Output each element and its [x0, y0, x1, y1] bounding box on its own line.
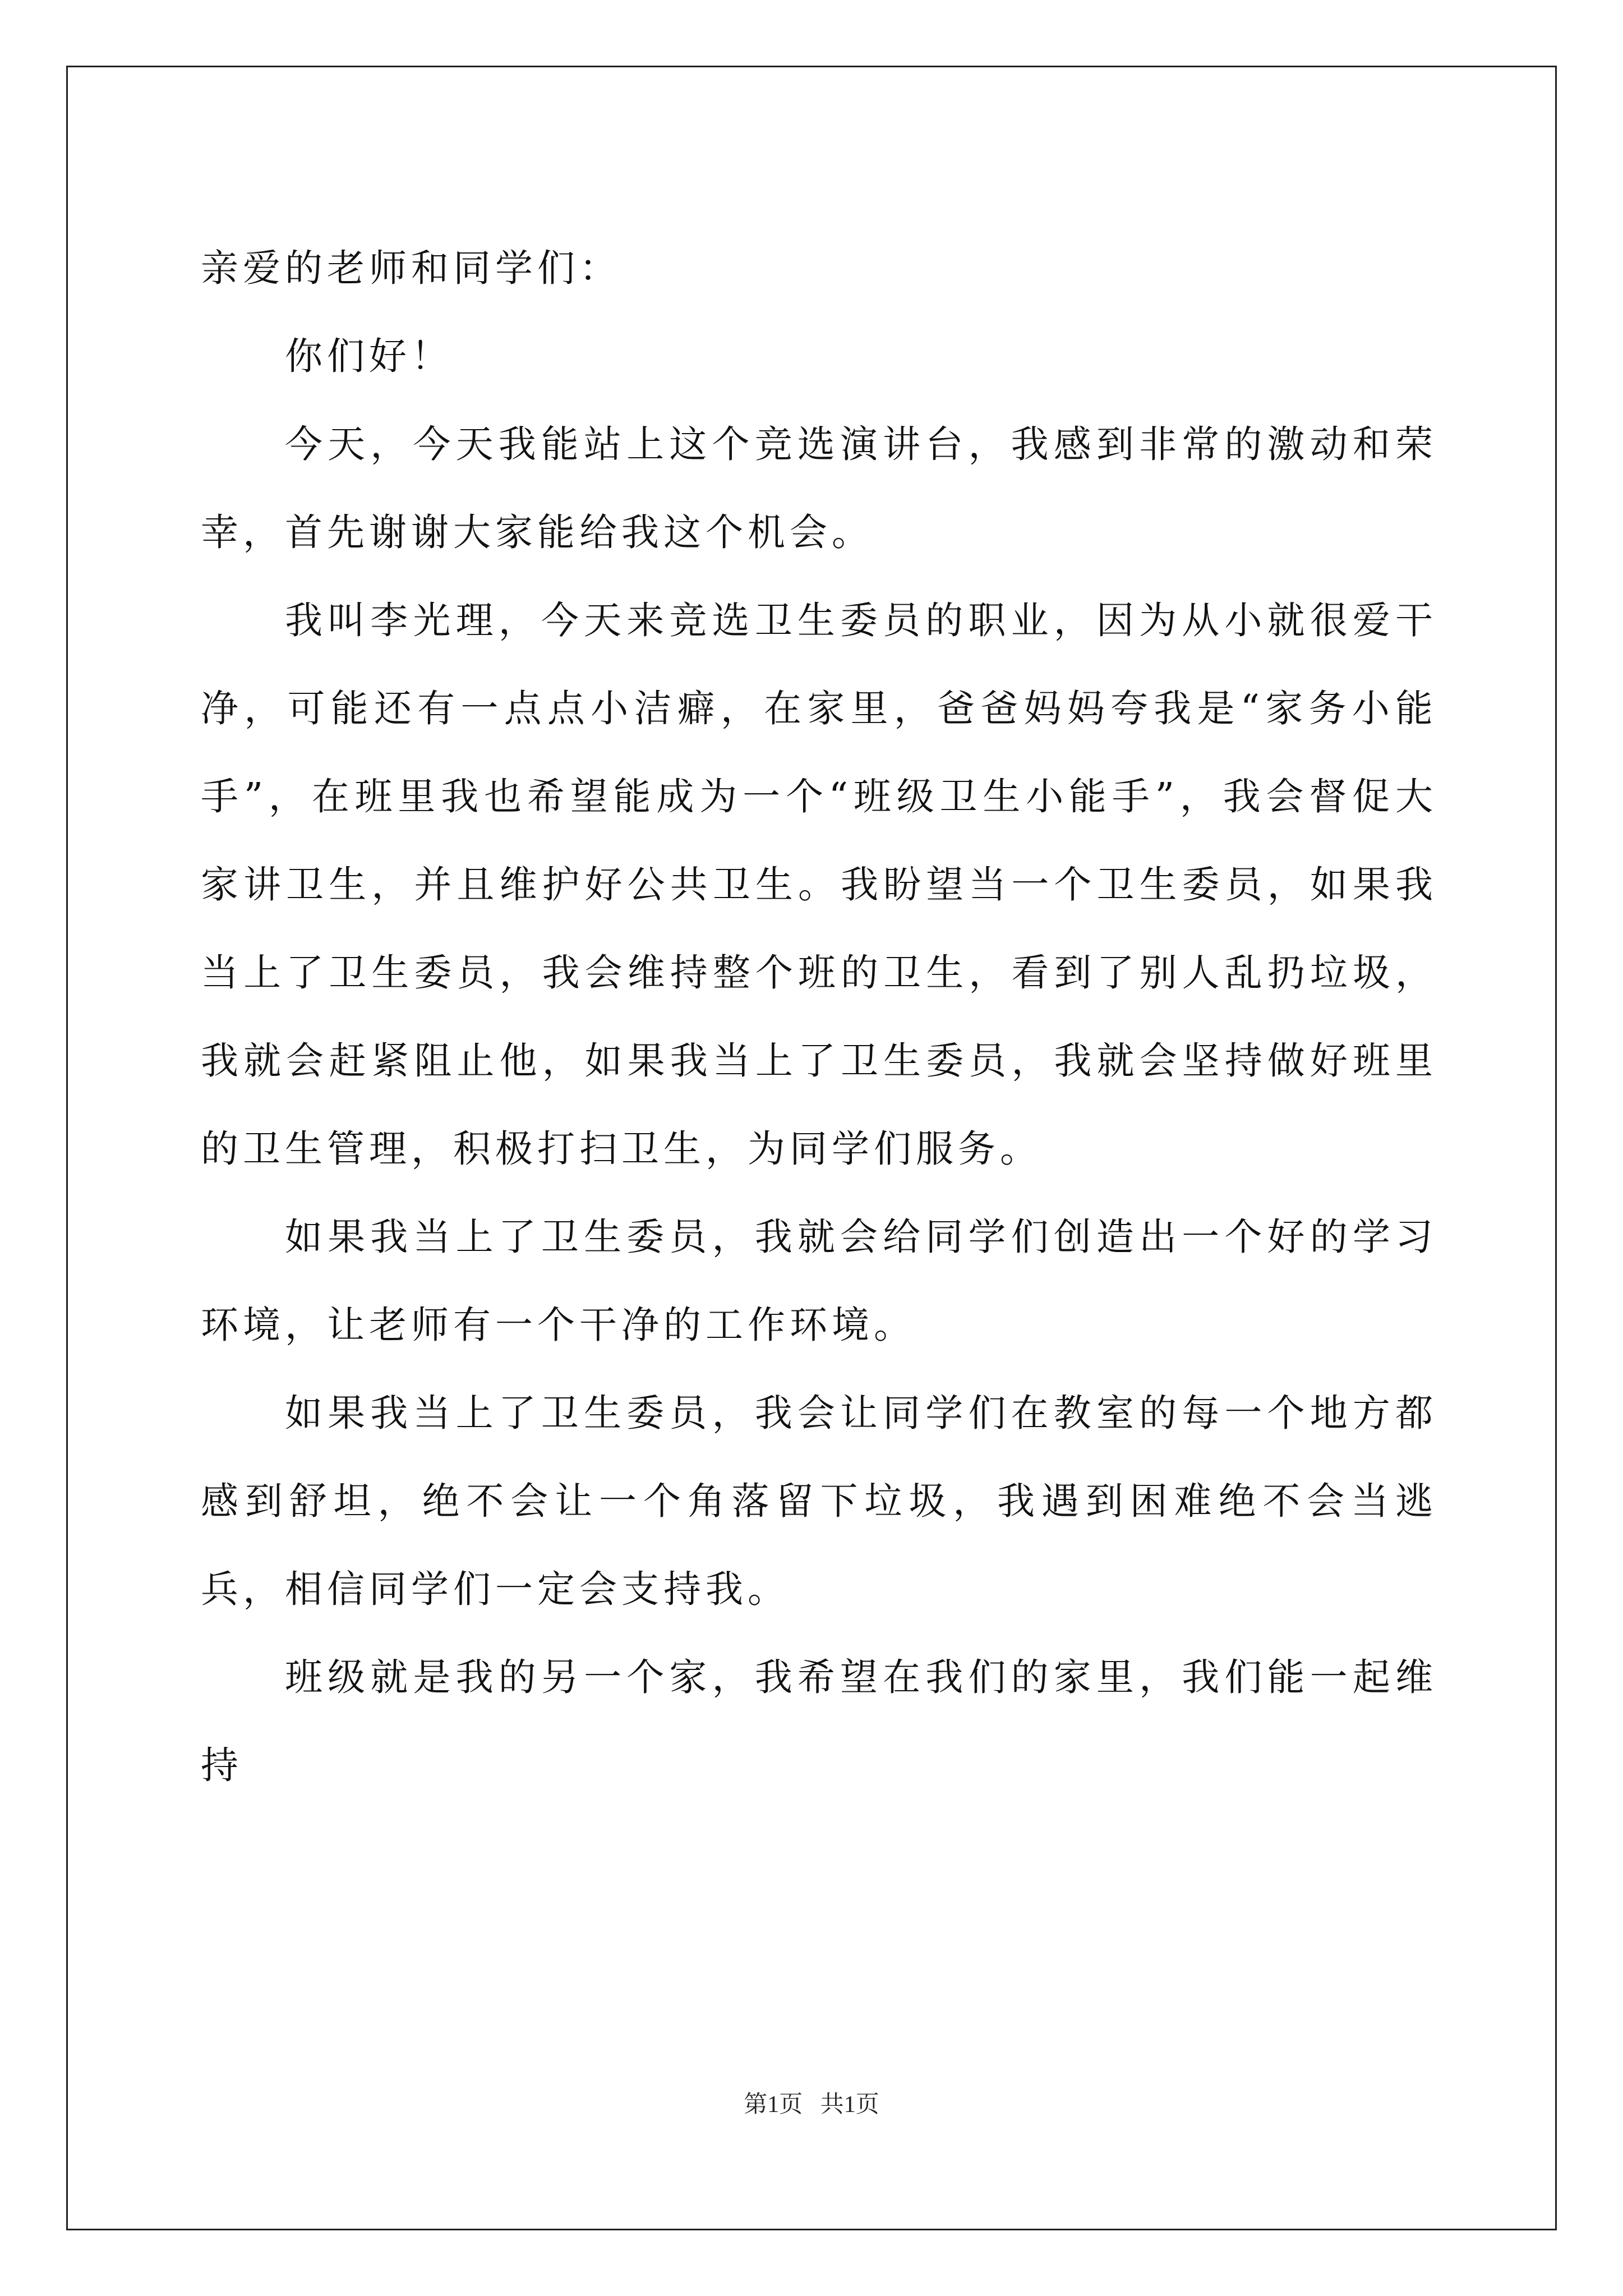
paragraph-learning-environment: 如果我当上了卫生委员，我就会给同学们创造出一个好的学习环境，让老师有一个干净的工作环境。: [201, 1215, 1437, 1347]
paragraph-class-home: 班级就是我的另一个家，我希望在我们的家里，我们能一起维持: [201, 1655, 1437, 1787]
page-number-total: 共1页: [820, 2092, 879, 2118]
document-body: [201, 224, 1437, 1810]
paragraph-introduction: 我叫李光理，今天来竞选卫生委员的职业，因为从小就很爱干净，可能还有一点点小洁癖，在家里，爸爸妈妈夸我是“家务小能手”，在班里我也希望能成为一个“班级卫生小能手”，我会督促大家讲卫生，并且维护好公共卫生。我盼望当一个卫生委员，如果我当上了卫生委员，我会维持整个班的卫生，看到了别人乱扔垃圾，我就会赶紧阻止他，如果我当上了卫生委员，我就会坚持做好班里的卫生管理，积极打扫卫生，为同学们服务。: [201, 599, 1437, 1171]
paragraph-opening: 今天，今天我能站上这个竞选演讲台，我感到非常的激动和荣幸，首先谢谢大家能给我这个机会。: [201, 422, 1437, 554]
salutation: 亲爱的老师和同学们：: [201, 246, 621, 290]
paragraph-greeting: 你们好！: [285, 334, 453, 378]
paragraph-classroom-comfort: 如果我当上了卫生委员，我会让同学们在教室的每一个地方都感到舒坦，绝不会让一个角落留下垃圾，我遇到困难绝不会当逃兵，相信同学们一定会支持我。: [201, 1391, 1437, 1611]
page-number-current: 第1页: [744, 2092, 803, 2118]
page-footer: [0, 2086, 1623, 2119]
